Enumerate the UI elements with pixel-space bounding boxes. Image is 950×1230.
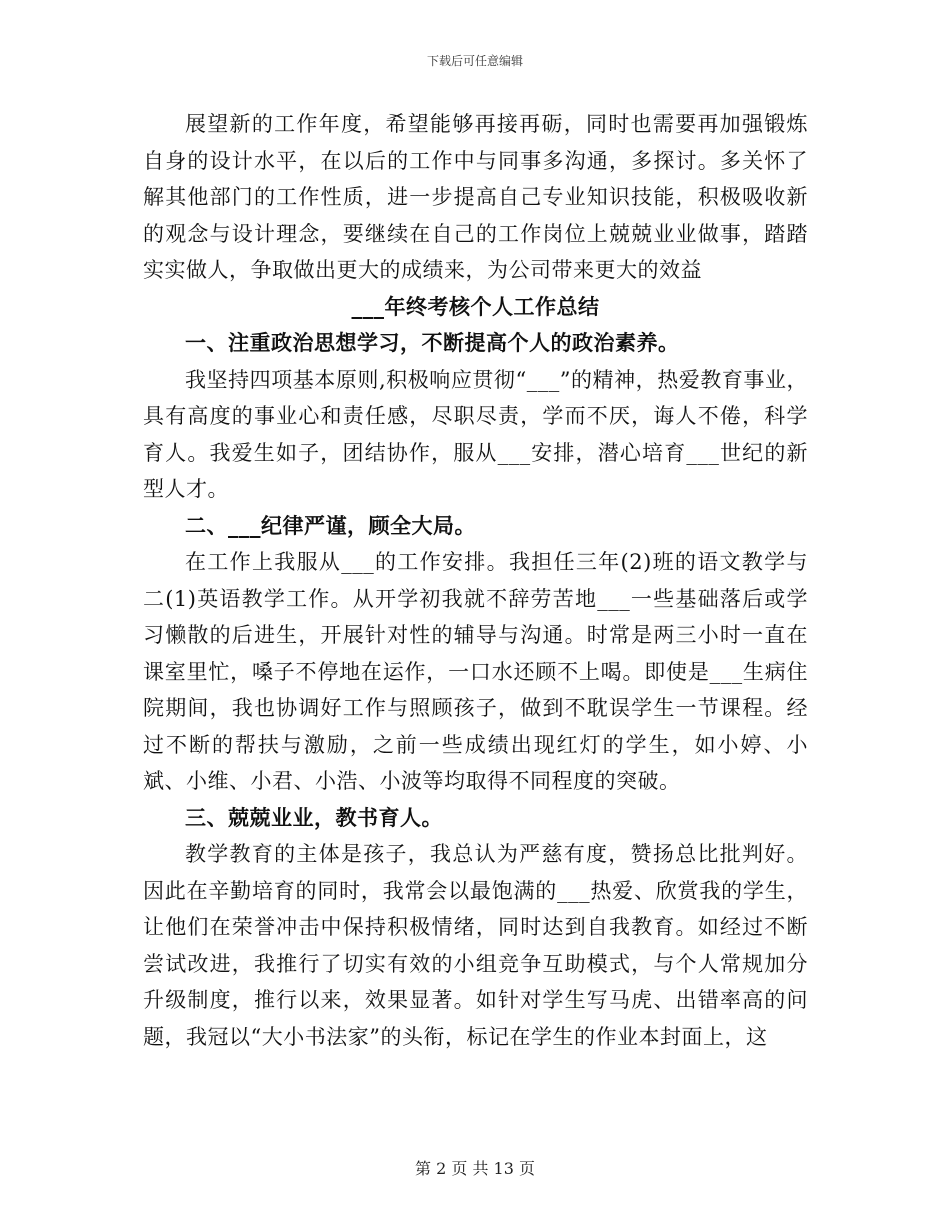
page-number: 第 2 页 共 13 页 bbox=[415, 1159, 535, 1178]
document-title: ___年终考核个人工作总结 bbox=[351, 293, 600, 319]
section-heading-1: 一、注重政治思想学习，不断提高个人的政治素养。 bbox=[185, 330, 680, 355]
section-2-paragraph: 在工作上我服从___的工作安排。我担任三年(2)班的语文教学与二(1)英语教学工作。从开学初我就不辞劳苦地___一些基础落后或学习懒散的后进生，开展针对性的辅导与沟通。时常是两三小时一直在课室里忙，嗓子不停地在运作，一口水还顾不上喝。即使是___生病住院期间，我也协调好工作与照顾孩子，做到不耽误学生一节课程。经过不断的帮扶与激励，之前一些成绩出现红灯的学生，如小婷、小斌、小维、小君、小浩、小波等均取得不同程度的突破。 bbox=[143, 550, 808, 793]
page-header: 下载后可任意编辑 bbox=[426, 54, 523, 68]
section-heading-3: 三、兢兢业业，教书育人。 bbox=[185, 804, 443, 830]
section-3-paragraph: 教学教育的主体是孩子，我总认为严慈有度，赞扬总比批判好。因此在辛勤培育的同时，我常会以最饱满的___热爱、欣赏我的学生，让他们在荣誉冲击中保持积极情绪，同时达到自我教育。如经过不断尝试改进，我推行了切实有效的小组竞争互助模式，与个人常规加分升级制度，推行以来，效果显著。如针对学生写马虎、出错率高的问题，我冠以“大小书法家”的头衔，标记在学生的作业本封面上，这 bbox=[143, 842, 808, 1049]
intro-paragraph: 展望新的工作年度，希望能够再接再砺，同时也需要再加强锻炼自身的设计水平，在以后的工作中与同事多沟通，多探讨。多关怀了解其他部门的工作性质，进一步提高自己专业知识技能，积极吸收新的观念与设计理念，要继续在自己的工作岗位上兢兢业业做事，踏踏实实做人，争取做出更大的成绩来，为公司带来更大的效益 bbox=[143, 112, 808, 282]
document-body bbox=[143, 106, 808, 1055]
section-1-paragraph: 我坚持四项基本原则,积极响应贯彻“___”的精神，热爱教育事业，具有高度的事业心和责任感，尽职尽责，学而不厌，诲人不倦，科学育人。我爱生如子，团结协作，服从___安排，潜心培育___世纪的新型人才。 bbox=[143, 367, 808, 501]
section-heading-2: 二、___纪律严谨，顾全大局。 bbox=[185, 512, 476, 538]
